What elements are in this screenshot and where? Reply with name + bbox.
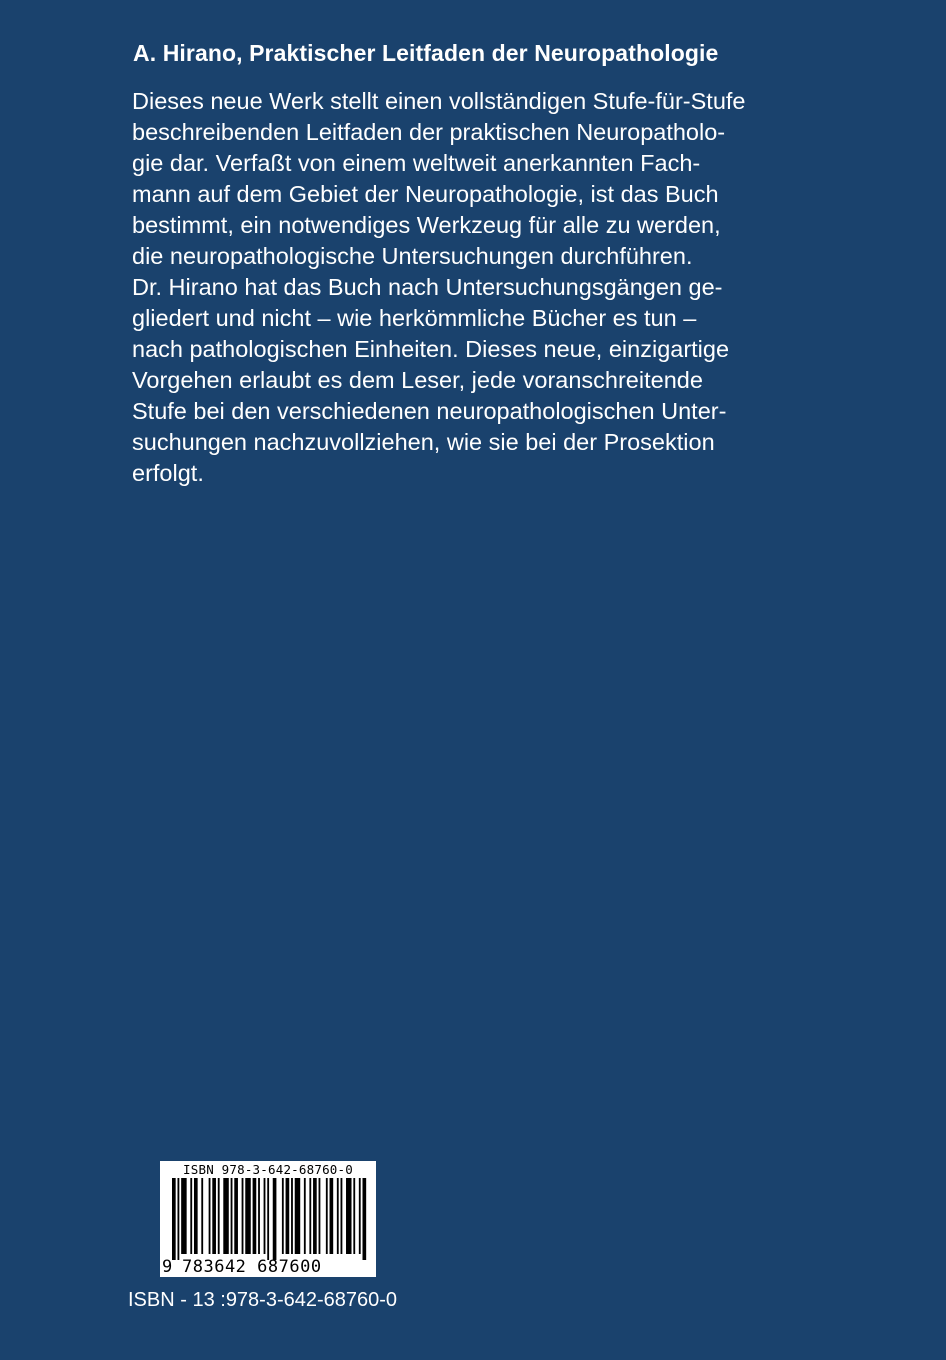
description-text <box>132 86 822 489</box>
description-line: mann auf dem Gebiet der Neuropathologie, ist das Buch <box>132 181 719 207</box>
barcode-bar <box>353 1178 355 1254</box>
barcode-bar <box>267 1178 269 1260</box>
description-line: die neuropathologische Untersuchungen durchführen. <box>132 243 693 269</box>
barcode-bar <box>295 1178 300 1254</box>
description-line: erfolgt. <box>132 460 204 486</box>
barcode-bar <box>282 1178 284 1254</box>
barcode-bar <box>359 1178 361 1254</box>
barcode-bar <box>177 1178 179 1260</box>
barcode-bars <box>172 1178 368 1260</box>
barcode-bar <box>264 1178 266 1254</box>
barcode-bar <box>194 1178 198 1254</box>
barcode-bar <box>309 1178 311 1254</box>
barcode-bar <box>313 1178 317 1254</box>
barcode-bar <box>190 1178 192 1254</box>
barcode-bar <box>319 1178 321 1254</box>
barcode-isbn-text: ISBN 978-3-642-68760-0 <box>183 1162 353 1177</box>
barcode-bar <box>181 1178 186 1254</box>
book-title: A. Hirano, Praktischer Leitfaden der Neuropathologie <box>133 40 719 66</box>
barcode-bar <box>286 1178 290 1254</box>
description-line: Dieses neue Werk stellt einen vollständigen Stufe-für-Stufe <box>132 88 746 114</box>
barcode-bar <box>341 1178 343 1254</box>
barcode-bar <box>253 1178 257 1254</box>
description-line: bestimmt, ein notwendiges Werkzeug für alle zu werden, <box>132 212 721 238</box>
barcode-bar <box>330 1178 334 1254</box>
barcode-bar <box>223 1178 228 1254</box>
barcode-bar <box>231 1178 233 1254</box>
description-line: Vorgehen erlaubt es dem Leser, jede voranschreitende <box>132 367 703 393</box>
barcode-first-digit: 9 <box>162 1257 173 1277</box>
barcode-digits: 783642 687600 <box>182 1257 322 1277</box>
barcode-bar <box>363 1178 367 1260</box>
barcode-bar <box>304 1178 306 1254</box>
barcode-bar <box>209 1178 211 1254</box>
description-line: Stufe bei den verschiedenen neuropathologischen Unter- <box>132 398 727 424</box>
barcode-bar <box>346 1178 351 1254</box>
description-line: beschreibenden Leitfaden der praktischen Neuropatholo- <box>132 119 726 145</box>
barcode-bar <box>172 1178 176 1260</box>
barcode-bar <box>291 1178 293 1254</box>
barcode-bar <box>218 1178 220 1254</box>
barcode-bar <box>242 1178 244 1254</box>
description-line: Dr. Hirano hat das Buch nach Untersuchungsgängen ge- <box>132 274 723 300</box>
barcode-bar <box>245 1178 250 1254</box>
barcode-bar <box>326 1178 328 1254</box>
barcode-bar <box>258 1178 260 1254</box>
barcode-bar <box>201 1178 203 1254</box>
barcode-bar <box>273 1178 277 1260</box>
description-line: gliedert und nicht – wie herkömmliche Bücher es tun – <box>132 305 697 331</box>
description-line: suchungen nachzuvollziehen, wie sie bei der Prosektion <box>132 429 715 455</box>
barcode-bar <box>337 1178 339 1254</box>
barcode-bar <box>212 1178 216 1254</box>
barcode-bar <box>234 1178 238 1254</box>
barcode-label <box>160 1161 376 1277</box>
description-line: gie dar. Verfaßt von einem weltweit anerkannten Fach- <box>132 150 701 176</box>
description-line: nach pathologischen Einheiten. Dieses neue, einzigartige <box>132 336 730 362</box>
isbn-number: ISBN - 13 :978-3-642-68760-0 <box>128 1289 398 1311</box>
